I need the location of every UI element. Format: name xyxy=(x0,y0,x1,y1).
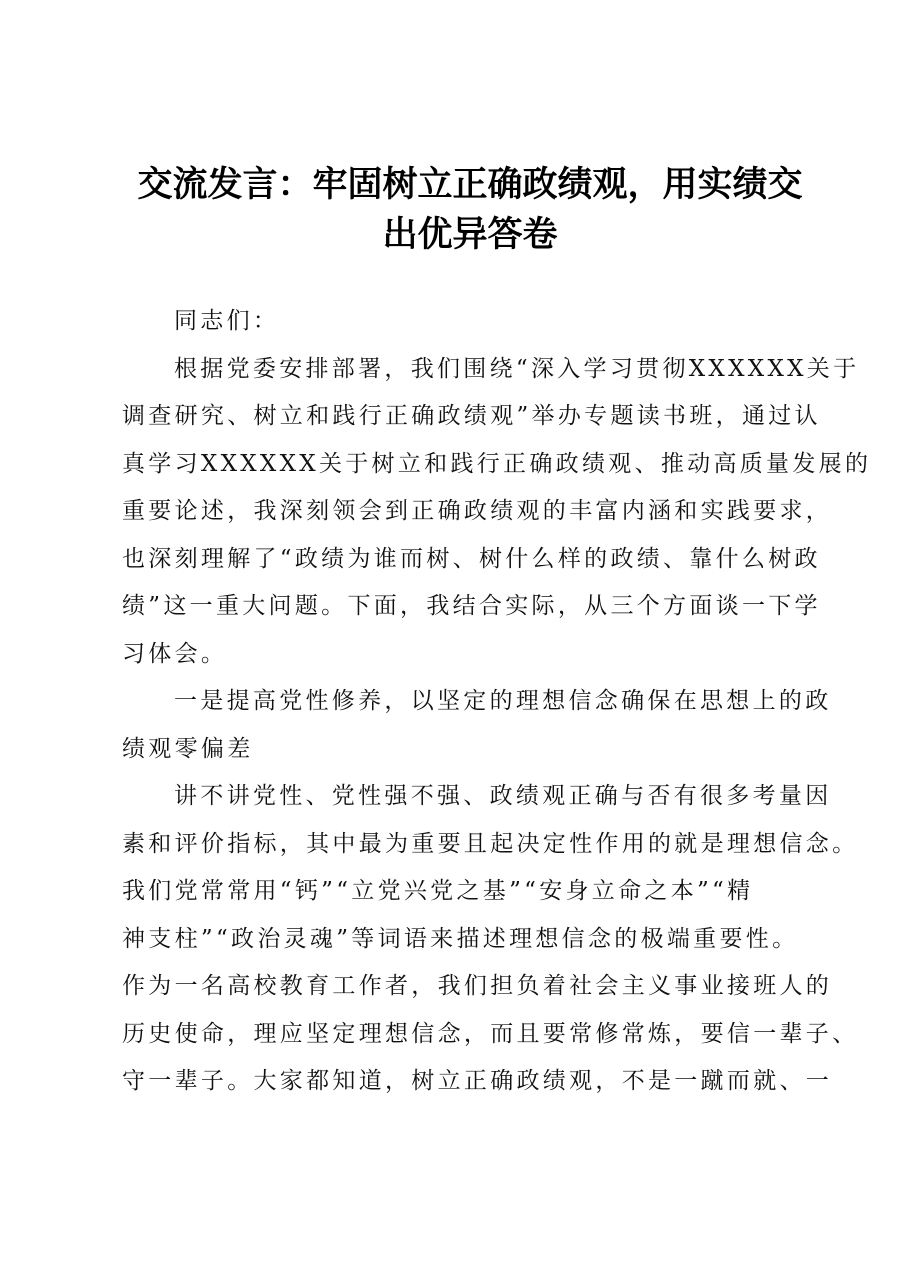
body-line: 神支柱”“政治灵魂”等词语来描述理想信念的极端重要性。 xyxy=(122,925,799,952)
body-line: 调查研究、树立和践行正确政绩观”举办专题读书班，通过认 xyxy=(122,403,821,429)
body-line: 讲不讲党性、党性强不强、政绩观正确与否有很多考量因 xyxy=(174,783,832,809)
document-title-line-1: 交流发言：牢固树立正确政绩观，用实绩交 xyxy=(137,164,803,205)
body-line: 素和评价指标，其中最为重要且起决定性作用的就是理想信念。 xyxy=(122,830,859,857)
body-line: 真学习XXXXXX关于树立和践行正确政绩观、推动高质量发展的 xyxy=(122,450,872,477)
body-line: 作为一名高校教育工作者，我们担负着社会主义事业接班人的 xyxy=(122,973,833,999)
body-line: 重要论述，我深刻领会到正确政绩观的丰富内涵和实践要求， xyxy=(122,498,833,524)
body-line: 守一辈子。大家都知道，树立正确政绩观，不是一蹴而就、一 xyxy=(122,1068,833,1094)
section-heading-line: 绩观零偏差 xyxy=(122,735,254,762)
document-body xyxy=(122,298,872,1106)
body-line: 根据党委安排部署，我们围绕“深入学习贯彻XXXXXX关于 xyxy=(174,355,860,382)
body-line: 也深刻理解了“政绩为谁而树、树什么样的政绩、靠什么树政 xyxy=(122,545,821,572)
body-line: 我们党常常用“钙”“立党兴党之基”“安身立命之本”“精 xyxy=(122,878,754,904)
document-title-line-2: 出优异答卷 xyxy=(382,214,558,255)
body-line: 习体会。 xyxy=(122,640,228,667)
body-line: 绩”这一重大问题。下面，我结合实际，从三个方面谈一下学 xyxy=(122,593,821,619)
body-line: 历史使命，理应坚定理想信念，而且要常修常炼，要信一辈子、 xyxy=(122,1020,859,1047)
salutation: 同志们： xyxy=(174,308,280,334)
section-heading-line: 一是提高党性修养，以坚定的理想信念确保在思想上的政 xyxy=(174,688,832,714)
